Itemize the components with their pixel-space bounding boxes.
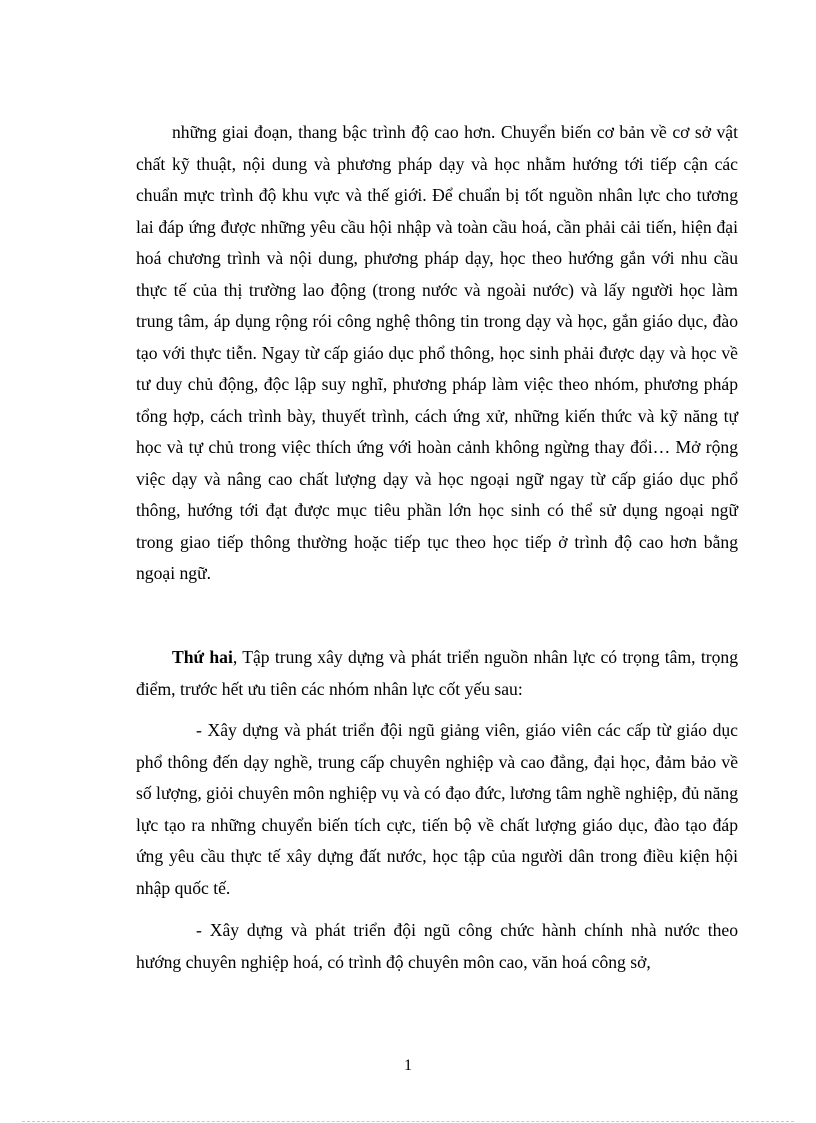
- paragraph-second-point: [136, 642, 738, 705]
- paragraph-education-reform: những giai đoạn, thang bậc trình độ cao hơn. Chuyển biến cơ bản về cơ sở vật chất kỹ thuật, nội dung và phương pháp dạy và học nhằm hướng tới tiếp cận các chuẩn mực trình độ khu vực và thế giới. Để chuẩn bị tốt nguồn nhân lực cho tương lai đáp ứng được những yêu cầu hội nhập và toàn cầu hoá, cần phải cải tiến, hiện đại hoá chương trình và nội dung, phương pháp dạy, học theo hướng gắn với nhu cầu thực tế của thị trường lao động (trong nước và ngoài nước) và lấy người học làm trung tâm, áp dụng rộng rói công nghệ thông tin trong dạy và học, gắn giáo dục, đào tạo với thực tiễn. Ngay từ cấp giáo dục phổ thông, học sinh phải được dạy và học về tư duy chủ động, độc lập suy nghĩ, phương pháp làm việc theo nhóm, phương pháp tổng hợp, cách trình bày, thuyết trình, cách ứng xử, những kiến thức và kỹ năng tự học và tự chủ trong việc thích ứng với hoàn cảnh không ngừng thay đổi… Mở rộng việc dạy và nâng cao chất lượng dạy và học ngoại ngữ ngay từ cấp giáo dục phổ thông, hướng tới đạt được mục tiêu phần lớn học sinh có thể sử dụng ngoại ngữ trong giao tiếp thông thường hoặc tiếp tục theo học tiếp ở trình độ cao hơn bằng ngoại ngữ.: [136, 122, 738, 583]
- paragraph-lead-bold: Thứ hai: [172, 647, 233, 667]
- paragraph-second-point-text: , Tập trung xây dựng và phát triển nguồn nhân lực có trọng tâm, trọng điểm, trước hết ưu tiên các nhóm nhân lực cốt yếu sau:: [136, 647, 738, 699]
- paragraph-civil-servant-development: - Xây dựng và phát triển đội ngũ công chức hành chính nhà nước theo hướng chuyên nghiệp hoá, có trình độ chuyên môn cao, văn hoá công sở,: [136, 920, 738, 972]
- paragraph-teacher-development: - Xây dựng và phát triển đội ngũ giảng viên, giáo viên các cấp từ giáo dục phổ thông đến dạy nghề, trung cấp chuyên nghiệp và cao đẳng, đại học, đảm bảo về số lượng, giỏi chuyên môn nghiệp vụ và có đạo đức, lương tâm nghề nghiệp, đủ năng lực tạo ra những chuyển biến tích cực, tiến bộ về chất lượng giáo dục, đào tạo đáp ứng yêu cầu thực tế xây dựng đất nước, học tập của người dân trong điều kiện hội nhập quốc tế.: [136, 720, 738, 898]
- page-bottom-border: [22, 1121, 794, 1122]
- page-number: 1: [404, 1057, 412, 1074]
